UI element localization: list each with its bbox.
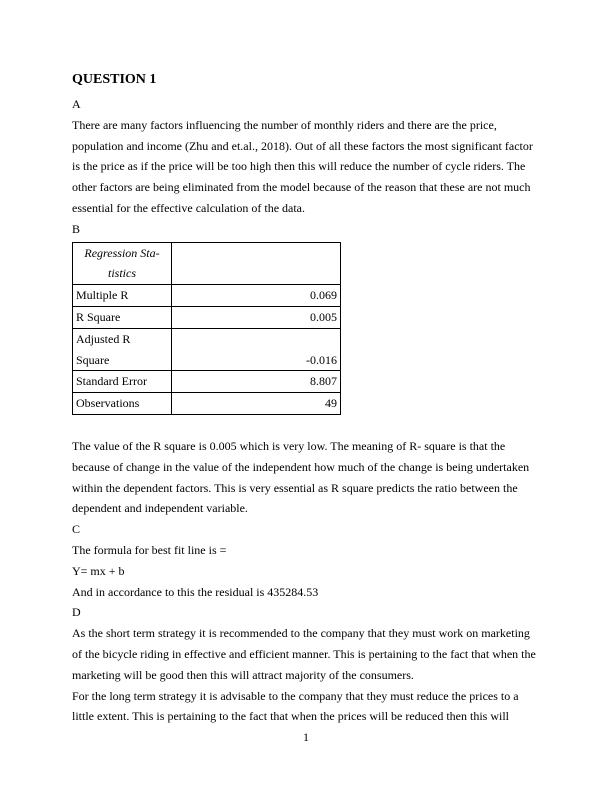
header-text-line: tistics <box>107 266 136 281</box>
section-b-label: B <box>72 221 81 236</box>
paragraph-line: dependent and independent variable. <box>72 501 248 516</box>
table-row <box>73 242 341 285</box>
label-text-line: Adjusted R <box>76 331 131 346</box>
table-value-cell: 8.807 <box>172 371 341 393</box>
formula-line: Y= mx + b <box>72 563 125 578</box>
paragraph-line: The value of the R square is 0.005 which is very low. The meaning of R- square is that the <box>72 438 506 453</box>
table-row <box>73 328 341 371</box>
spacer <box>72 415 542 436</box>
paragraph-line: little extent. This is pertaining to the fact that when the prices will be reduced then this will <box>72 709 509 724</box>
table-label-cell: Multiple R <box>73 285 172 307</box>
paragraph-line: other factors are being eliminated from the model because of the reason that these are not much <box>72 180 531 195</box>
table-label-cell <box>73 328 172 371</box>
page-number: 1 <box>303 730 309 744</box>
section-c-paragraph <box>72 540 542 602</box>
table-label-cell: Observations <box>73 393 172 415</box>
table-row <box>73 393 341 415</box>
page-content <box>72 70 542 727</box>
table-value-cell: 0.069 <box>172 285 341 307</box>
table-header-cell <box>73 242 172 285</box>
header-text-line: Regression Sta- <box>84 245 160 260</box>
table-empty-cell <box>172 242 341 285</box>
paragraph-line: As the short term strategy it is recommended to the company that they must work on marketing <box>72 626 530 641</box>
paragraph-line: For the long term strategy it is advisable to the company that they must reduce the prices to a <box>72 688 519 703</box>
table-value-cell: 0.005 <box>172 306 341 328</box>
paragraph-line: because of change in the value of the independent how much of the change is being undertaken <box>72 459 530 474</box>
table-row <box>73 285 341 307</box>
table-row <box>73 371 341 393</box>
section-c-label: C <box>72 522 81 537</box>
question-heading: QUESTION 1 <box>72 72 157 87</box>
section-b-paragraph <box>72 436 542 519</box>
paragraph-line: of the bicycle riding in effective and efficient manner. This is pertaining to the fact that when the <box>72 646 536 661</box>
paragraph-line: is the price as if the price will be too high then this will reduce the number of cycle riders. The <box>72 159 526 174</box>
table-label-cell: Standard Error <box>73 371 172 393</box>
regression-statistics-table <box>72 242 341 415</box>
paragraph-line: marketing will be good then this will attract majority of the consumers. <box>72 667 414 682</box>
table-value-cell: 49 <box>172 393 341 415</box>
table-row <box>73 306 341 328</box>
paragraph-line: within the dependent factors. This is very essential as R square predicts the ratio between the <box>72 480 518 495</box>
paragraph-line: The formula for best fit line is = <box>72 542 227 557</box>
table-label-cell: R Square <box>73 306 172 328</box>
paragraph-line: There are many factors influencing the number of monthly riders and there are the price, <box>72 117 497 132</box>
label-text-line: Square <box>76 352 110 367</box>
section-a-paragraph <box>72 115 542 219</box>
paragraph-line: population and income (Zhu and et.al., 2018). Out of all these factors the most significant factor <box>72 138 533 153</box>
paragraph-line: essential for the effective calculation of the data. <box>72 200 306 215</box>
table-value-cell: -0.016 <box>172 328 341 371</box>
section-a-label: A <box>72 97 81 111</box>
section-d-label: D <box>72 605 81 620</box>
section-d-paragraph <box>72 623 542 727</box>
paragraph-line: And in accordance to this the residual is 435284.53 <box>72 584 319 599</box>
